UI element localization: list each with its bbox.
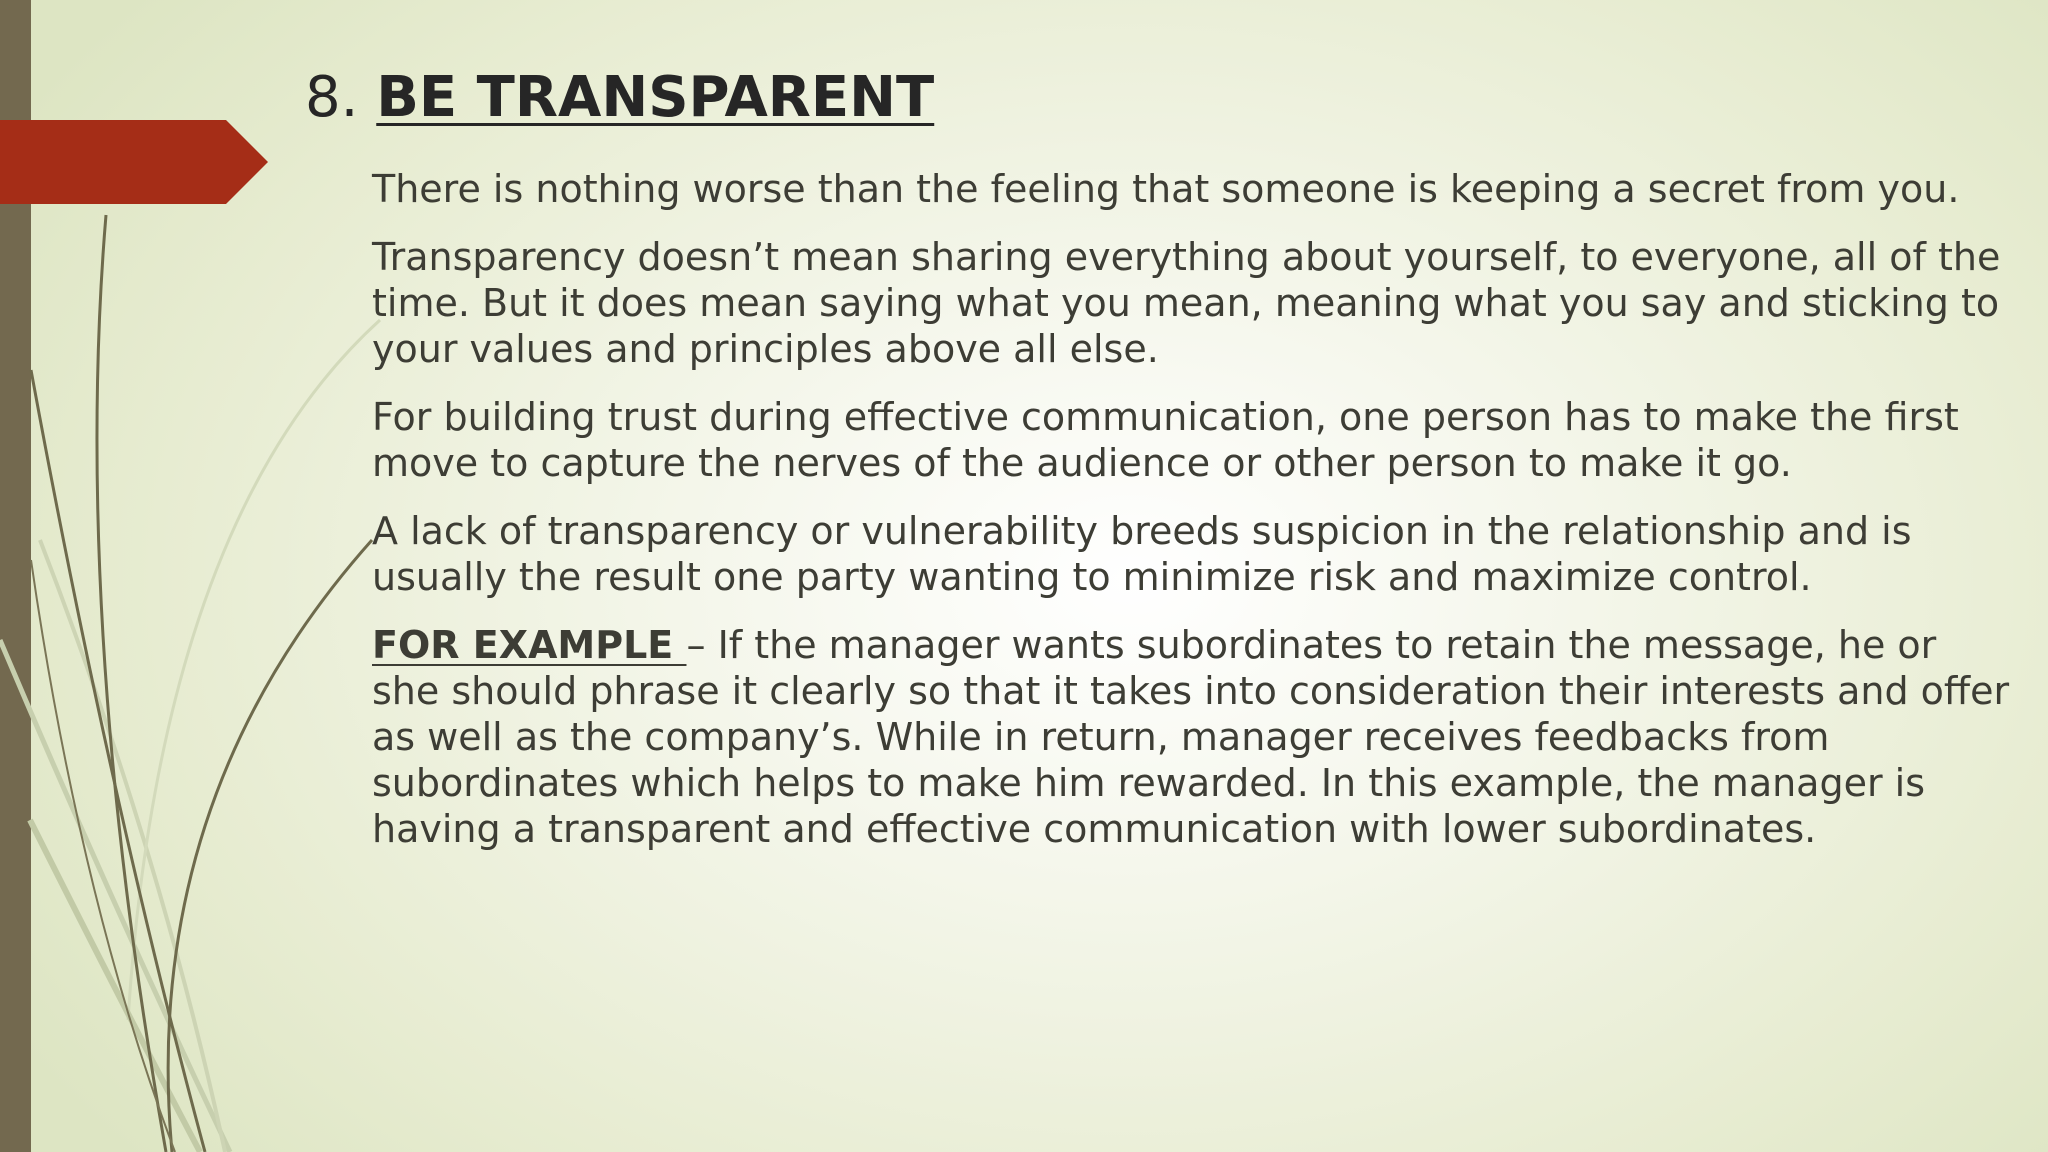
decorative-curve — [0, 640, 230, 1152]
body-paragraph: There is nothing worse than the feeling that someone is keeping a secret from you. — [372, 167, 1960, 211]
example-text: – If the manager wants subordinates to retain the message, he or she should phrase it clearly so that it takes into consideration their interests and offer as well as the company’s. While in return, manager receives feedbacks from subordinates which helps to make him rewarded. In this example, the manager is having a transparent and effective communication with lower subordinates. — [372, 623, 2010, 851]
decorative-curve — [30, 820, 200, 1152]
decorative-curve — [40, 540, 225, 1152]
body-paragraph: Transparency doesn’t mean sharing everything about yourself, to everyone, all of the time. But it does mean saying what you mean, meaning what you say and sticking to your values and principles above all else. — [372, 235, 2001, 371]
body-paragraph: A lack of transparency or vulnerability breeds suspicion in the relationship and is usually the result one party wanting to minimize risk and maximize control. — [372, 509, 1912, 599]
title-number: 8. — [305, 65, 359, 130]
decorative-curves — [0, 0, 420, 1152]
example-label: FOR EXAMPLE — [372, 623, 687, 667]
decorative-curve — [168, 540, 372, 1152]
example-paragraph — [372, 622, 2012, 852]
slide-title — [305, 62, 934, 134]
title-arrow-tab — [0, 120, 268, 204]
decorative-curve — [97, 215, 166, 1152]
slide-body — [372, 166, 2012, 874]
body-paragraph: For building trust during effective communication, one person has to make the first move to capture the nerves of the audience or other person to make it go. — [372, 395, 1959, 485]
title-heading: BE TRANSPARENT — [376, 65, 935, 130]
